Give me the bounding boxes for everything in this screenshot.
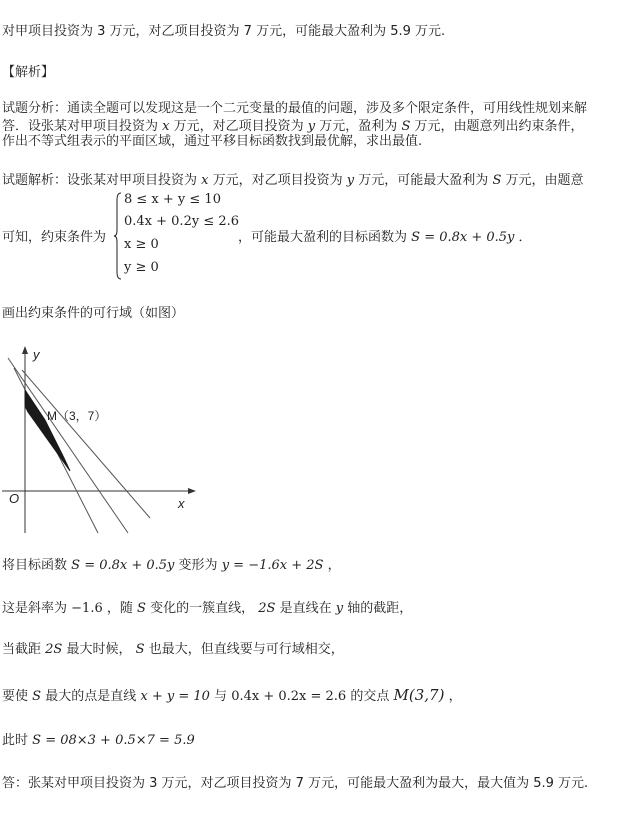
var-s: S bbox=[401, 119, 411, 134]
text: 变形为 bbox=[178, 558, 218, 573]
text: ，随 bbox=[106, 601, 133, 616]
y-axis-arrow-icon bbox=[22, 346, 28, 354]
y-axis-label: y bbox=[33, 347, 40, 362]
feasible-region-figure bbox=[0, 338, 210, 538]
formula-transformed: y = −1.6x + 2S bbox=[221, 558, 324, 573]
heading-analysis: 【解析】 bbox=[2, 65, 55, 80]
text: 万元，对乙项目投资为 bbox=[173, 119, 304, 134]
final-answer: 答：张某对甲项目投资为 3 万元，对乙项目投资为 7 万元，可能最大盈利为最大，最大值为 5.9 万元. bbox=[2, 776, 589, 791]
var-x: x bbox=[162, 119, 170, 134]
var-y: y bbox=[346, 173, 355, 188]
text: 可知，约束条件为 bbox=[2, 230, 107, 245]
slope-value: −1.6 bbox=[71, 601, 103, 616]
text: 答．设张某对甲项目投资为 bbox=[2, 119, 159, 134]
text: ，可能最大盈利的目标函数为 bbox=[238, 230, 408, 245]
text: 是直线在 bbox=[279, 601, 332, 616]
solution-line-2 bbox=[2, 229, 106, 247]
var-s: S bbox=[135, 642, 145, 657]
text: 也最大，但直线要与可行域相交， bbox=[148, 642, 344, 657]
text: 要使 bbox=[2, 689, 29, 704]
var-y: y bbox=[335, 601, 344, 616]
text: ， bbox=[327, 558, 341, 573]
text: 最大时候， bbox=[66, 642, 132, 657]
solution-line-3 bbox=[2, 557, 341, 575]
text: 当截距 bbox=[2, 642, 42, 657]
text: 最大的点是直线 bbox=[45, 689, 137, 704]
constraint-line-c bbox=[22, 370, 150, 518]
line-answer-summary: 对甲项目投资为 3 万元，对乙项目投资为 7 万元，可能最大盈利为 5.9 万元. bbox=[2, 24, 446, 39]
constraint-system bbox=[114, 192, 240, 282]
text: ． bbox=[518, 230, 532, 245]
text: 万元，由题意 bbox=[505, 173, 584, 188]
feasible-region bbox=[25, 390, 70, 471]
formula-objective: S = 0.8x + 0.5y bbox=[71, 558, 175, 573]
text: 将目标函数 bbox=[2, 558, 68, 573]
formula-objective: S = 0.8x + 0.5y bbox=[411, 230, 515, 245]
text: 试题解析：设张某对甲项目投资为 bbox=[2, 173, 198, 188]
constraint-3: x ≥ 0 bbox=[124, 237, 159, 252]
text: 万元，由题意列出约束条件， bbox=[414, 119, 584, 134]
solution-line-1 bbox=[2, 172, 584, 190]
constraint-line-a bbox=[8, 358, 128, 533]
text: 与 bbox=[214, 689, 228, 704]
analysis-line-1: 试题分析：通读全题可以发现这是一个二元变量的最值的问题，涉及多个限定条件，可用线性规划来解 bbox=[2, 101, 588, 116]
var-s: S bbox=[492, 173, 502, 188]
analysis-line-3: 作出不等式组表示的平面区域，通过平移目标函数找到最优解，求出最值. bbox=[2, 134, 423, 149]
point-m: M(3,7) bbox=[393, 686, 445, 704]
solution-line-6 bbox=[2, 686, 462, 706]
var-x: x bbox=[201, 173, 209, 188]
x-axis-arrow-icon bbox=[188, 488, 196, 494]
text: ， bbox=[448, 689, 462, 704]
formula-result: S = 08×3 + 0.5×7 = 5.9 bbox=[32, 733, 195, 748]
var-2s: 2S bbox=[258, 601, 276, 616]
text: 万元，可能最大盈利为 bbox=[358, 173, 489, 188]
x-axis-label: x bbox=[178, 496, 185, 511]
solution-line-2-objective bbox=[238, 229, 532, 247]
solution-line-4 bbox=[2, 600, 412, 618]
var-y: y bbox=[307, 119, 316, 134]
origin-label: O bbox=[9, 491, 20, 506]
var-s: S bbox=[137, 601, 146, 616]
text: 万元，盈利为 bbox=[319, 119, 398, 134]
solution-line-7 bbox=[2, 732, 195, 750]
formula-line-2: 0.4x + 0.2x = 2.6 bbox=[231, 689, 347, 704]
brace-icon bbox=[114, 192, 122, 280]
var-s: S bbox=[32, 689, 42, 704]
constraint-2: 0.4x + 0.2y ≤ 2.6 bbox=[124, 214, 240, 229]
constraint-4: y ≥ 0 bbox=[124, 260, 159, 275]
solution-line-5 bbox=[2, 641, 344, 659]
text: 万元，对乙项目投资为 bbox=[212, 173, 343, 188]
text: 变化的一簇直线， bbox=[150, 601, 255, 616]
var-2s: 2S bbox=[45, 642, 63, 657]
constraint-1: 8 ≤ x + y ≤ 10 bbox=[124, 192, 221, 207]
point-m-label: M（3，7） bbox=[47, 409, 107, 423]
line-draw-region: 画出约束条件的可行域（如图） bbox=[2, 306, 185, 321]
text: 的交点 bbox=[350, 689, 390, 704]
formula-line-1: x + y = 10 bbox=[140, 689, 210, 704]
text: 轴的截距， bbox=[347, 601, 413, 616]
text: 此时 bbox=[2, 733, 29, 748]
text: 这是斜率为 bbox=[2, 601, 68, 616]
